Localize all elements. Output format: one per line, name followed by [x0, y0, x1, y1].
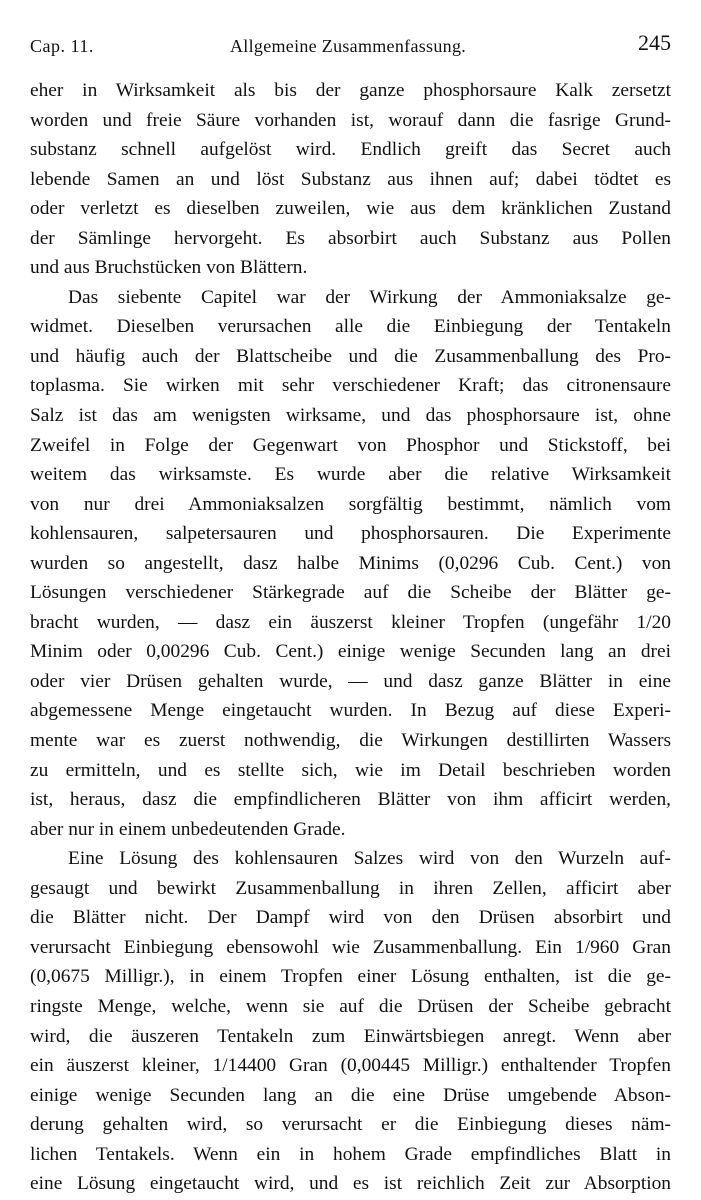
text-line: eher in Wirksamkeit als bis der ganze phosphorsaure Kalk zersetzt — [30, 80, 671, 101]
text-line: von nur drei Ammoniaksalzen sorgfältig bestimmt, nämlich vom — [30, 493, 671, 515]
text-line: zu ermitteln, und es stellte sich, wie im Detail beschrieben worden — [30, 759, 671, 781]
page-number: 245 — [638, 30, 671, 55]
text-line: verursacht Einbiegung ebensowohl wie Zusammenballung. Ein 1/960 Gran — [30, 936, 671, 958]
text-line: substanz schnell aufgelöst wird. Endlich greift das Secret auch — [30, 139, 671, 161]
text-line: Minim oder 0,00296 Cub. Cent.) einige wenige Secunden lang an drei — [30, 641, 671, 663]
text-line: derung gehalten wird, so verursacht er die Einbiegung dieses näm- — [30, 1114, 671, 1136]
text-line: widmet. Dieselben verursachen alle die Einbiegung der Tentakeln — [30, 316, 671, 338]
text-line: oder vier Drüsen gehalten wurde, — und dasz ganze Blätter in eine — [30, 670, 671, 692]
text-line: worden und freie Säure vorhanden ist, worauf dann die fasrige Grund- — [30, 109, 671, 131]
text-line: ringste Menge, welche, wenn sie auf die Drüsen der Scheibe gebracht — [30, 995, 671, 1017]
text-line: lebende Samen an und löst Substanz aus ihnen auf; dabei tödtet es — [30, 168, 671, 190]
text-line: Das siebente Capitel war der Wirkung der Ammoniaksalze ge- — [68, 286, 671, 308]
text-line: und häufig auch der Blattscheibe und die Zusammenballung des Pro- — [30, 345, 671, 367]
text-line: kohlensauren, salpetersauren und phosphorsauren. Die Experimente — [30, 523, 671, 545]
text-line: die Blätter nicht. Der Dampf wird von den Drüsen absorbirt und — [30, 907, 671, 929]
text-line: und aus Bruchstücken von Blättern. — [30, 257, 308, 279]
text-line: eine Lösung eingetaucht wird, und es ist reichlich Zeit zur Absorption — [30, 1173, 671, 1195]
text-line: gesaugt und bewirkt Zusammenballung in ihren Zellen, afficirt aber — [30, 877, 671, 899]
text-line: wird, die äuszeren Tentakeln zum Einwärtsbiegen anregt. Wenn aber — [30, 1025, 671, 1047]
text-line: aber nur in einem unbedeutenden Grade. — [30, 818, 346, 840]
text-line: wurden so angestellt, dasz halbe Minims (0,0296 Cub. Cent.) von — [30, 552, 671, 574]
text-line: Eine Lösung des kohlensauren Salzes wird von den Wurzeln auf- — [68, 848, 671, 870]
text-line: (0,0675 Milligr.), in einem Tropfen einer Lösung enthalten, ist die ge- — [30, 966, 671, 988]
text-line: einige wenige Secunden lang an die eine Drüse umgebende Abson- — [30, 1084, 671, 1106]
text-line: weitem das wirksamste. Es wurde aber die relative Wirksamkeit — [30, 464, 671, 486]
text-line: bracht wurden, — dasz ein äuszerst kleiner Tropfen (ungefähr 1/20 — [30, 611, 671, 633]
text-line: abgemessene Menge eingetaucht wurden. In Bezug auf diese Experi- — [30, 700, 671, 722]
chapter-label: Cap. 11. — [30, 36, 94, 56]
text-line: Lösungen verschiedener Stärkegrade auf die Scheibe der Blätter ge- — [30, 582, 671, 604]
text-line: oder verletzt es dieselben zuweilen, wie aus dem kränklichen Zustand — [30, 198, 671, 220]
text-line: Zweifel in Folge der Gegenwart von Phosphor und Stickstoff, bei — [30, 434, 671, 456]
text-line: mente war es zuerst nothwendig, die Wirkungen destillirten Wassers — [30, 730, 671, 752]
section-title: Allgemeine Zusammenfassung. — [230, 36, 467, 56]
text-line: lichen Tentakels. Wenn ein in hohem Grade empfindliches Blatt in — [30, 1143, 671, 1165]
running-header — [30, 30, 671, 62]
text-line: Salz ist das am wenigsten wirksame, und das phosphorsaure ist, ohne — [30, 405, 671, 427]
text-line: der Sämlinge hervorgeht. Es absorbirt auch Substanz aus Pollen — [30, 227, 671, 249]
body-text — [30, 76, 671, 1199]
text-line: ist, heraus, dasz die empfindlicheren Blätter von ihm afficirt werden, — [30, 789, 671, 811]
text-line: toplasma. Sie wirken mit sehr verschiedener Kraft; das citronensaure — [30, 375, 671, 397]
text-line: ein äuszerst kleiner, 1/14400 Gran (0,00445 Milligr.) enthaltender Tropfen — [30, 1055, 671, 1077]
